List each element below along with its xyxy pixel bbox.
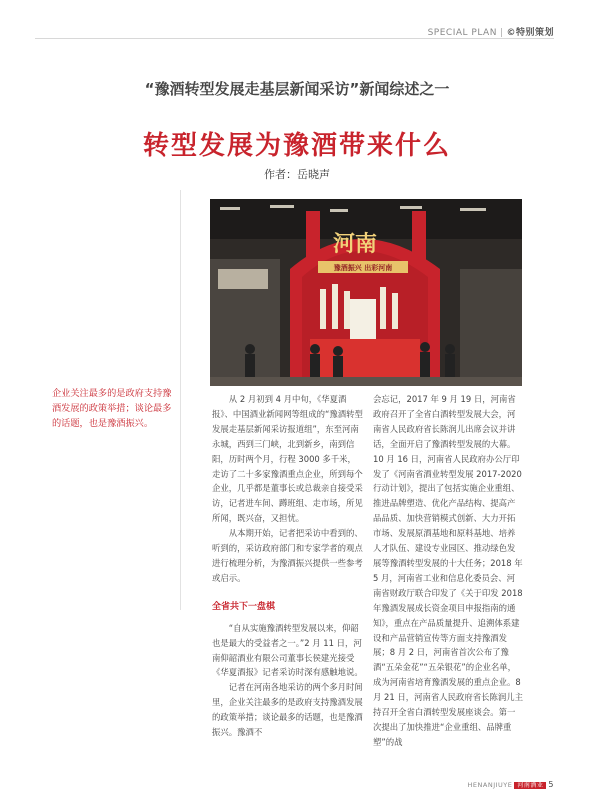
section-label-cn: ©特别策划 <box>506 28 554 38</box>
section-separator: | <box>499 28 504 38</box>
paragraph: 从 2 月初到 4 月中旬，《华夏酒报》、中国酒业新闻网等组成的“豫酒转型发展走基层新闻采访报道组”，东至河南永城，西到三门峡，北到新乡，南到信阳，历时两个月，行程 3000 多千米，走访了二十多家豫酒重点企业，所到每个企业，几乎都是董事长或总裁亲自接受采访，记者进车间、蹲班组、走市场，所见所闻，既兴奋，又担忧。 <box>212 394 363 524</box>
magazine-badge: 河南酒业 <box>514 782 546 789</box>
exhibition-booth-photo <box>210 199 522 386</box>
header-divider <box>35 38 554 39</box>
paragraph: 记者在河南各地采访的两个多月时间里，企业关注最多的是政府支持豫酒发展的政策举措；谈论最多的话题，也是豫酒振兴。豫酒不 <box>212 682 363 738</box>
article-author: 作者：岳晓声 <box>264 168 330 181</box>
paragraph: 会忘记，2017 年 9 月 19 日，河南省政府召开了全省白酒转型发展大会，河南省人民政府省长陈润儿出席会议并讲话，全面开启了豫酒转型发展的大幕。10 月 16 日，河南省人民政府办公厅印发了《河南省酒业转型发展 2017-2020 行动计划》，提出了包括实施企业重组、推进品牌塑造、优化产品结构、提高产品品质、加快营销模式创新、大力开拓市场、发展原酒基地和原料基地、培养人才队伍、建设专业园区、推动绿色发展等豫酒转型发展的十大任务；2018 年 5 月，河南省工业和信息化委员会、河南省财政厅联合印发了《关于印发 2018 年豫酒发展成长资金项目申报指南的通知》，重点在产品质量提升、追溯体系建设和产品营销宣传等方面支持豫酒发展；8 月 2 日，河南省首次公布了豫酒“五朵金花”“五朵银花”的企业名单，成为河南省培育豫酒发展的重点企业。8 月 21 日，河南省人民政府省长陈润儿主持召开全省白酒转型发展座谈会。第一次提出了加快推进“企业重组、品牌重塑”的战 <box>373 394 523 747</box>
section-heading: 全省共下一盘棋 <box>212 601 276 612</box>
article-column-2 <box>373 392 523 750</box>
paragraph: 从本期开始，记者把采访中看到的、听到的，采访政府部门和专家学者的观点进行梳理分析，为豫酒振兴提供一些参考或启示。 <box>212 528 363 583</box>
magazine-name: HENANJIUYE <box>467 781 513 789</box>
section-label-en: SPECIAL PLAN <box>427 28 497 38</box>
article-column-1 <box>212 392 363 740</box>
pull-quote: 企业关注最多的是政府支持豫酒发展的政策举措；谈论最多的话题，也是豫酒振兴。 <box>52 388 172 429</box>
page-footer <box>468 780 554 789</box>
section-header <box>428 25 554 38</box>
column-divider <box>180 190 181 610</box>
paragraph: “自从实施豫酒转型发展以来，仰韶也是最大的受益者之一。”2 月 11 日，河南仰韶酒业有限公司董事长侯建光接受《华夏酒报》记者采访时深有感触地说。 <box>212 622 363 678</box>
article-title: 转型发展为豫酒带来什么 <box>142 131 451 161</box>
booth-banner-text: 豫酒振兴 出彩河南 <box>333 264 393 272</box>
page-number: 5 <box>548 780 554 789</box>
booth-sign-text: 河南 <box>333 232 378 257</box>
article-subtitle: “豫酒转型发展走基层新闻采访”新闻综述之一 <box>144 80 450 98</box>
